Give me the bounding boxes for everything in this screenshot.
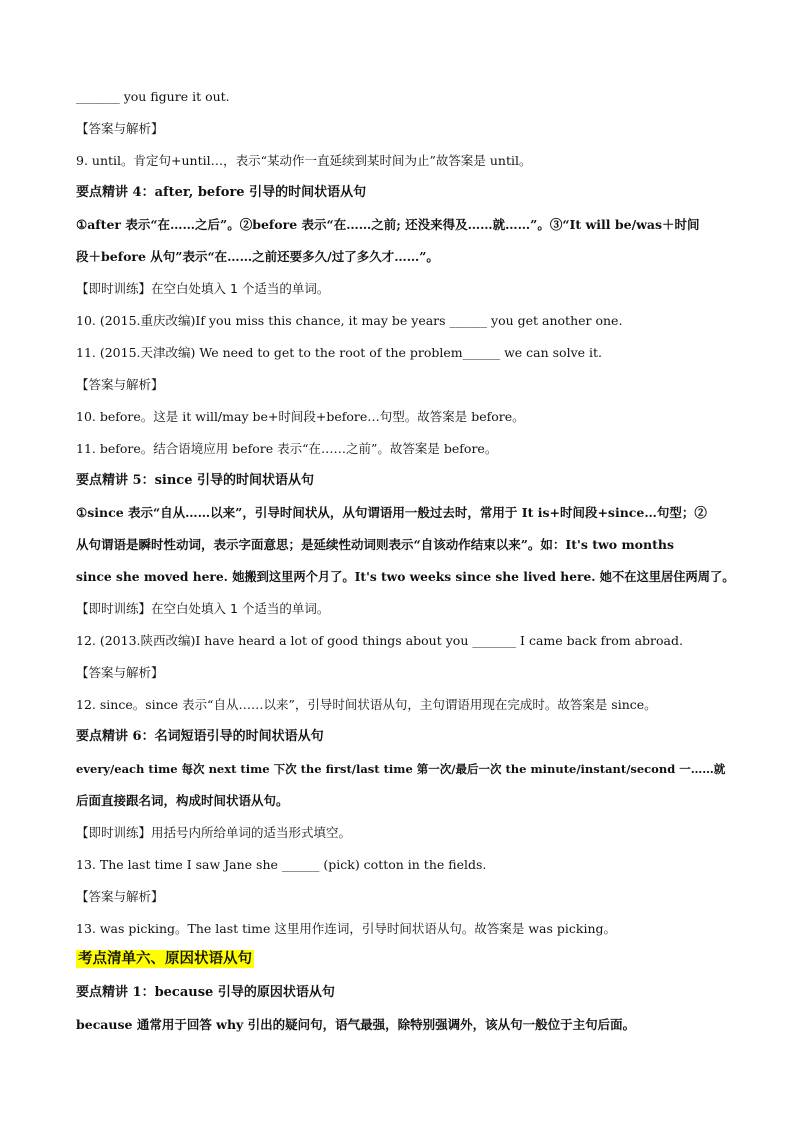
explanation-line: 后面直接跟名词，构成时间状语从句。 xyxy=(76,793,289,808)
explanation-line: 段＋before 从句”表示“在……之前还要多久/过了多久才……”。 xyxy=(76,249,439,264)
explanation-line: ①since 表示“自从……以来”，引导时间状从，从句谓语用一般过去时，常用于 It is+时间段+since…句型；② xyxy=(76,505,707,520)
practice-heading: 【即时训练】在空白处填入 1 个适当的单词。 xyxy=(76,601,330,616)
exercise-line: 10. (2015.重庆改编)If you miss this chance, it may be years ______ you get another one. xyxy=(76,313,623,328)
exercise-continuation: _______ you figure it out. xyxy=(76,89,230,104)
practice-heading: 【即时训练】在空白处填入 1 个适当的单词。 xyxy=(76,281,330,296)
answer-line: 13. was picking。The last time 这里用作连词，引导时间状语从句。故答案是 was picking。 xyxy=(76,921,617,936)
section-heading xyxy=(76,950,736,968)
key-point-heading: 要点精讲 4：after, before 引导的时间状语从句 xyxy=(76,185,367,200)
answer-line: 11. before。结合语境应用 before 表示“在……之前”。故答案是 before。 xyxy=(76,441,498,456)
explanation-line: because 通常用于回答 why 引出的疑问句，语气最强，除特别强调外，该从句一般位于主句后面。 xyxy=(76,1017,636,1032)
answer-line: 10. before。这是 it will/may be+时间段+before…句型。故答案是 before。 xyxy=(76,409,525,424)
answer-line: 9. until。肯定句+until…，表示“某动作一直延续到某时间为止”故答案是 until。 xyxy=(76,153,532,168)
key-point-heading: 要点精讲 1：because 引导的原因状语从句 xyxy=(76,985,335,1000)
answer-heading: 【答案与解析】 xyxy=(76,377,164,392)
exercise-line: 12. (2013.陕西改编)I have heard a lot of good things about you _______ I came back from abroad. xyxy=(76,633,683,648)
exercise-line: 11. (2015.天津改编) We need to get to the root of the problem______ we can solve it. xyxy=(76,345,603,360)
practice-heading: 【即时训练】用括号内所给单词的适当形式填空。 xyxy=(76,825,352,840)
explanation-line: 从句谓语是瞬时性动词，表示字面意思；是延续性动词则表示“自该动作结束以来”。如：It's two months xyxy=(76,537,674,552)
key-point-heading: 要点精讲 5：since 引导的时间状语从句 xyxy=(76,473,314,488)
key-point-heading: 要点精讲 6：名词短语引导的时间状语从句 xyxy=(76,729,324,744)
explanation-line: every/each time 每次 next time 下次 the first/last time 第一次/最后一次 the minute/instant/second 一……就 xyxy=(76,762,726,776)
answer-heading: 【答案与解析】 xyxy=(76,665,164,680)
exercise-line: 13. The last time I saw Jane she ______ (pick) cotton in the fields. xyxy=(76,857,487,872)
explanation-line: ①after 表示“在……之后”。②before 表示“在……之前; 还没来得及……就……”。③“It will be/was＋时间 xyxy=(76,217,700,232)
answer-line: 12. since。since 表示“自从……以来”，引导时间状语从句，主句谓语用现在完成时。故答案是 since。 xyxy=(76,697,657,712)
explanation-line: since she moved here. 她搬到这里两个月了。It's two weeks since she lived here. 她不在这里居住两周了。 xyxy=(76,569,735,584)
section-heading-text: 考点清单六、原因状语从句 xyxy=(78,951,252,967)
answer-heading: 【答案与解析】 xyxy=(76,889,164,904)
answer-heading: 【答案与解析】 xyxy=(76,121,164,136)
